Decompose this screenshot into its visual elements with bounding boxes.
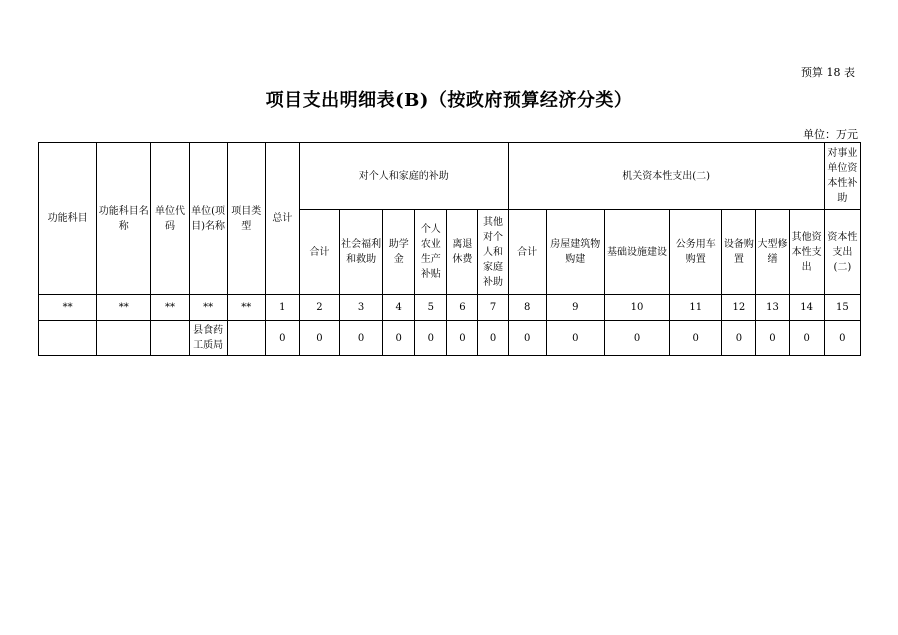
header-sub: 房屋建筑物购建: [546, 210, 604, 295]
cell-value: 0: [383, 321, 415, 356]
cell-func-subject: [39, 321, 97, 356]
index-cell: 12: [722, 295, 756, 321]
index-cell: **: [39, 295, 97, 321]
index-cell: 11: [670, 295, 722, 321]
header-sub: 社会福利和救助: [340, 210, 383, 295]
index-cell: 5: [415, 295, 447, 321]
cell-value: 0: [824, 321, 860, 356]
header-sub: 合计: [299, 210, 339, 295]
cell-value: 0: [789, 321, 824, 356]
header-total: 总计: [265, 143, 299, 295]
header-func-subject-name: 功能科目名称: [97, 143, 151, 295]
form-number: 预算 18 表: [801, 66, 855, 79]
header-sub: 资本性支出(二): [824, 210, 860, 295]
header-sub: 其他对个人和家庭补助: [478, 210, 508, 295]
index-cell: **: [227, 295, 265, 321]
header-sub: 合计: [508, 210, 546, 295]
index-cell: 3: [340, 295, 383, 321]
table-row: [39, 321, 861, 356]
header-sub: 基础设施建设: [604, 210, 669, 295]
cell-func-subject-name: [97, 321, 151, 356]
cell-unit-code: [151, 321, 189, 356]
index-cell: 13: [756, 295, 789, 321]
cell-project-type: [227, 321, 265, 356]
index-cell: 1: [265, 295, 299, 321]
index-cell: 14: [789, 295, 824, 321]
index-cell: 2: [299, 295, 339, 321]
index-cell: 6: [447, 295, 478, 321]
cell-value: 0: [447, 321, 478, 356]
header-sub: 大型修缮: [756, 210, 789, 295]
cell-value: 0: [670, 321, 722, 356]
header-sub: 离退休费: [447, 210, 478, 295]
index-cell: 4: [383, 295, 415, 321]
cell-value: 0: [722, 321, 756, 356]
header-func-subject: 功能科目: [39, 143, 97, 295]
index-cell: **: [151, 295, 189, 321]
header-group-capital: 机关资本性支出(二): [508, 143, 824, 210]
index-cell: 9: [546, 295, 604, 321]
header-sub: 其他资本性支出: [789, 210, 824, 295]
index-cell: **: [189, 295, 227, 321]
cell-unit-name: 县食药工质局: [189, 321, 227, 356]
index-cell: 8: [508, 295, 546, 321]
cell-value: 0: [340, 321, 383, 356]
header-unit-code: 单位代码: [151, 143, 189, 295]
header-sub: 个人农业生产补贴: [415, 210, 447, 295]
expenditure-table: [38, 142, 861, 356]
header-sub: 助学金: [383, 210, 415, 295]
header-group-subsidy: 对事业单位资本性补助: [824, 143, 860, 210]
unit-label: 单位：万元: [803, 128, 858, 141]
index-cell: 15: [824, 295, 860, 321]
index-cell: **: [97, 295, 151, 321]
cell-value: 0: [508, 321, 546, 356]
cell-value: 0: [415, 321, 447, 356]
header-sub: 公务用车购置: [670, 210, 722, 295]
header-unit-project-name: 单位(项目)名称: [189, 143, 227, 295]
index-cell: 10: [604, 295, 669, 321]
index-cell: 7: [478, 295, 508, 321]
cell-value: 0: [546, 321, 604, 356]
page-title: 项目支出明细表(B)（按政府预算经济分类）: [265, 90, 633, 111]
cell-value: 0: [756, 321, 789, 356]
index-row: [39, 295, 861, 321]
header-group-personal: 对个人和家庭的补助: [299, 143, 508, 210]
cell-value: 0: [478, 321, 508, 356]
header-sub: 设备购置: [722, 210, 756, 295]
cell-value: 0: [604, 321, 669, 356]
header-project-type: 项目类型: [227, 143, 265, 295]
cell-value: 0: [265, 321, 299, 356]
cell-value: 0: [299, 321, 339, 356]
